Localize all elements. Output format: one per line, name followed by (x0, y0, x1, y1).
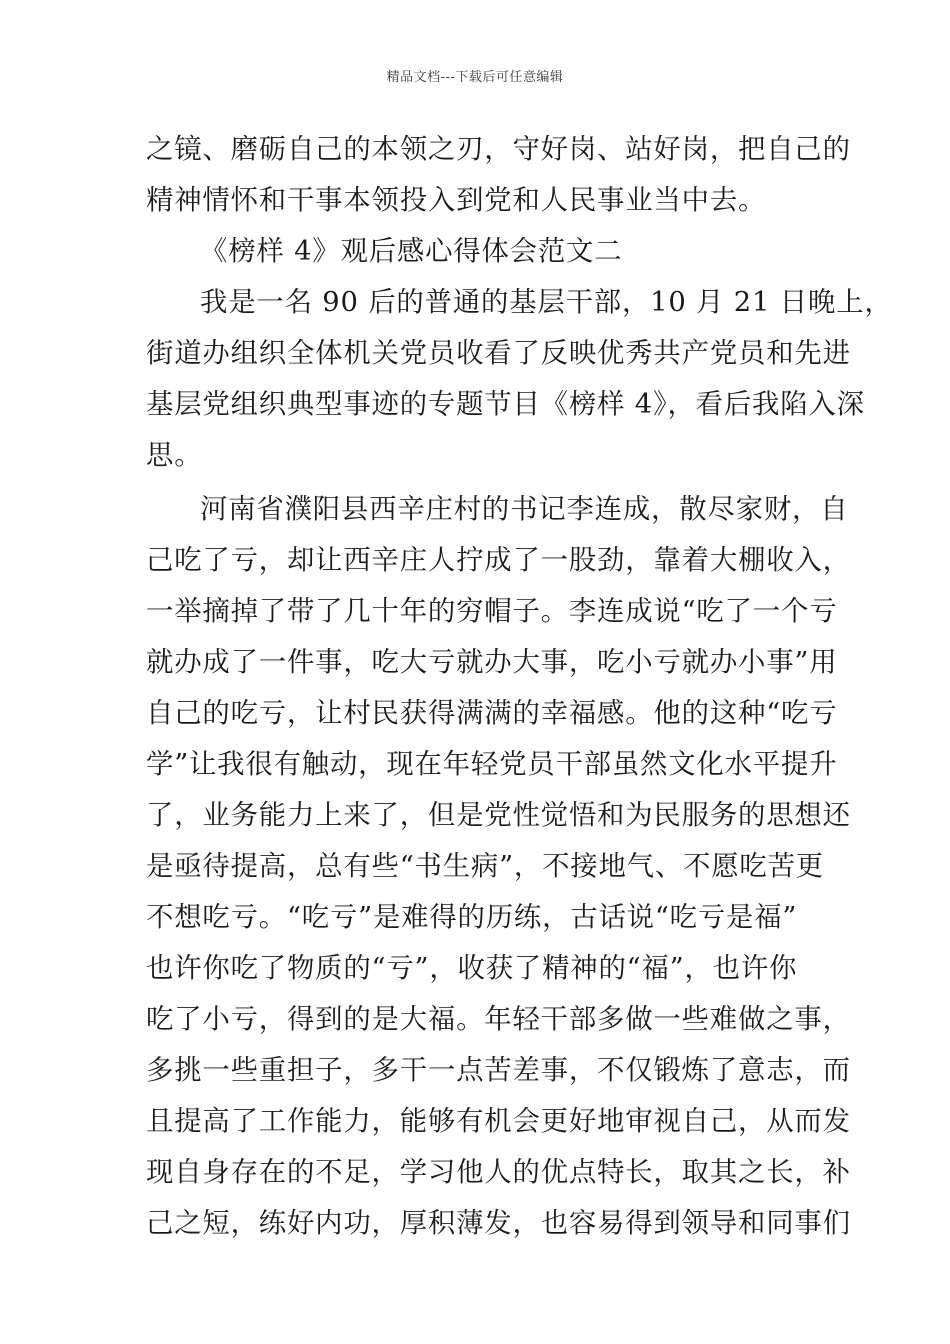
text-line: 是亟待提高，总有些“书生病”，不接地气、不愿吃苦更 (146, 851, 824, 882)
text-line: 了，业务能力上来了，但是党性觉悟和为民服务的思想还 (146, 800, 851, 831)
page-header: 精品文档---下载后可任意编辑 (386, 70, 564, 85)
text-line: 基层党组织典型事迹的专题节目《榜样 4》，看后我陷入深 (146, 389, 865, 420)
text-line: 己吃了亏，却让西辛庄人拧成了一股劲，靠着大棚收入， (146, 545, 851, 576)
section-heading (146, 226, 811, 277)
paragraph (146, 277, 893, 481)
text-line: 河南省濮阳县西辛庄村的书记李连成，散尽家财，自 (200, 494, 849, 525)
paragraph (146, 484, 851, 1249)
paragraph (146, 124, 851, 226)
text-line: 思。 (146, 440, 203, 471)
text-line: 自己的吃亏，让村民获得满满的幸福感。他的这种“吃亏 (146, 698, 838, 729)
text-line: 一举摘掉了带了几十年的穷帽子。李连成说“吃了一个亏 (146, 596, 838, 627)
document-body (146, 124, 893, 1249)
text-line: 且提高了工作能力，能够有机会更好地审视自己，从而发 (146, 1106, 851, 1137)
text-line: 己之短，练好内功，厚积薄发，也容易得到领导和同事们 (146, 1208, 851, 1239)
text-line: 也许你吃了物质的“亏”，收获了精神的“福”，也许你 (146, 953, 798, 984)
text-line: 现自身存在的不足，学习他人的优点特长，取其之长，补 (146, 1157, 851, 1188)
text-line: 多挑一些重担子，多干一点苦差事，不仅锻炼了意志，而 (146, 1055, 851, 1086)
text-line: 吃了小亏，得到的是大福。年轻干部多做一些难做之事， (146, 1004, 851, 1035)
text-line: 之镜、磨砺自己的本领之刃，守好岗、站好岗，把自己的 (146, 134, 851, 165)
text-line: 就办成了一件事，吃大亏就办大事，吃小亏就办小事”用 (146, 647, 838, 678)
text-line: 不想吃亏。“吃亏”是难得的历练，古话说“吃亏是福” (146, 902, 798, 933)
text-line: 学”让我很有触动，现在年轻党员干部虽然文化水平提升 (146, 749, 838, 780)
text-line: 精神情怀和干事本领投入到党和人民事业当中去。 (146, 185, 767, 216)
text-line: 我是一名 90 后的普通的基层干部，10 月 21 日晚上， (200, 287, 893, 318)
text-line: 街道办组织全体机关党员收看了反映优秀共产党员和先进 (146, 338, 851, 369)
heading-line: 《榜样 4》观后感心得体会范文二 (200, 236, 623, 267)
